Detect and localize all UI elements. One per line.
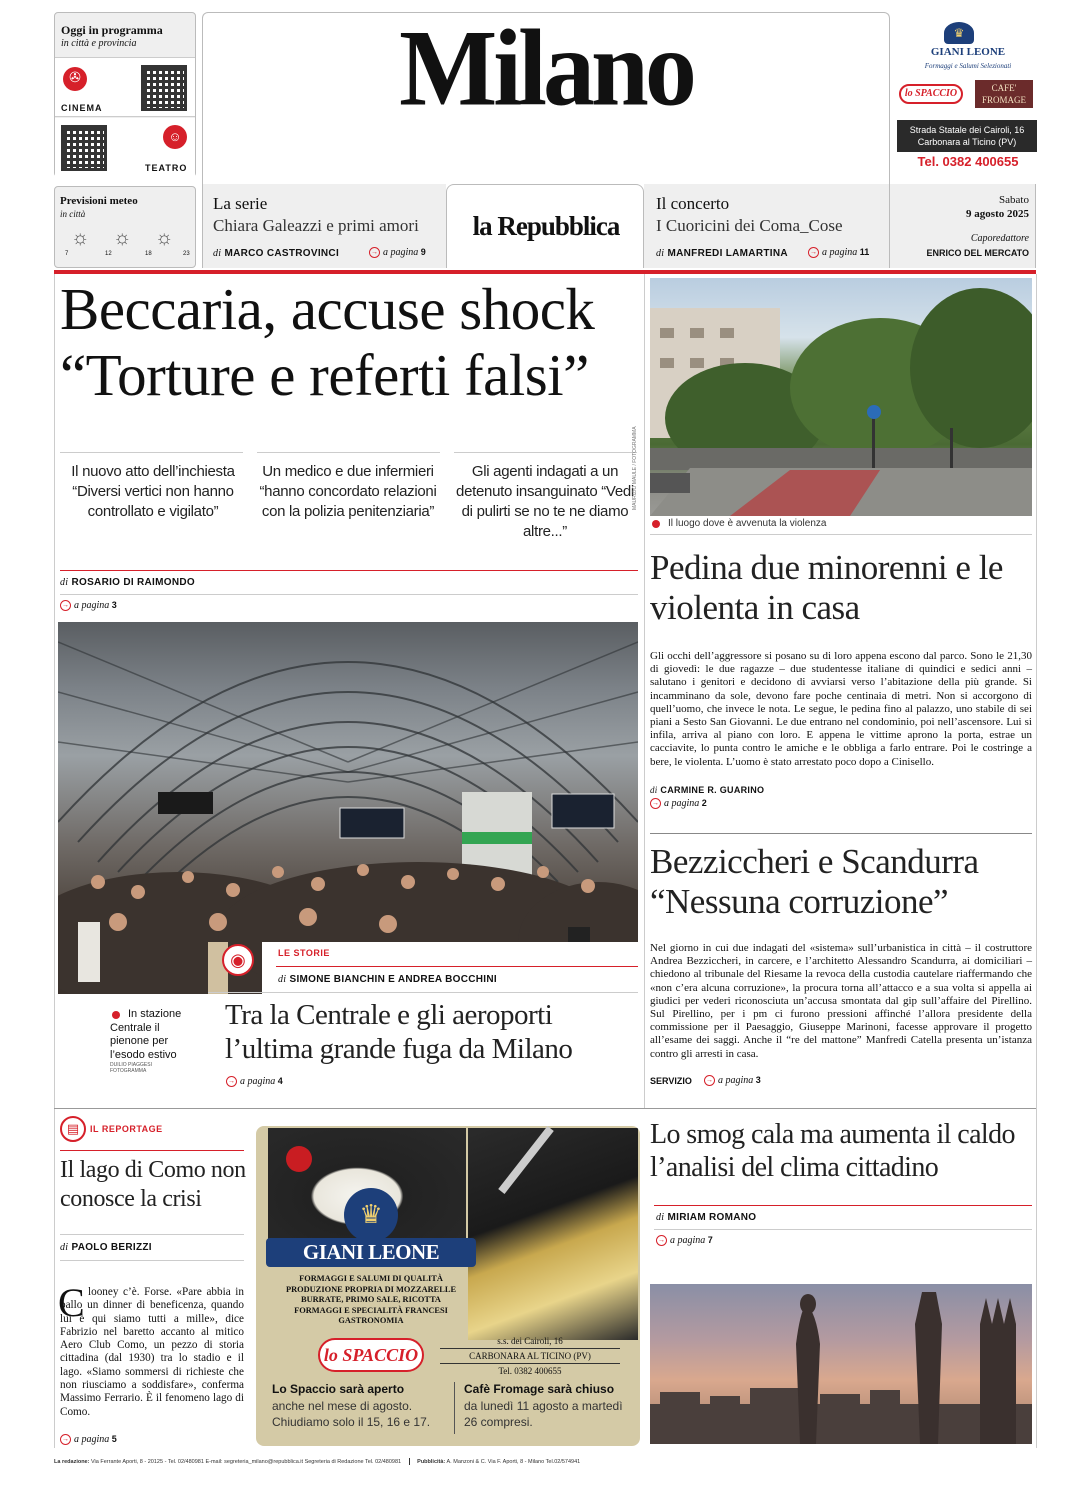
lead-deck-2: Un medico e due infermieri “hanno concordato relazioni con la polizia penitenziaria”: [259, 463, 437, 520]
station-byline: di SIMONE BIANCHIN E ANDREA BOCCHINI: [278, 974, 497, 985]
station-eye-icon: ◉: [222, 944, 254, 976]
editor-label: Caporedattore: [970, 233, 1029, 244]
weather-sun-icon-2: ☼: [113, 227, 132, 249]
ad-address-1: s.s. dei Cairoli, 16: [497, 1336, 563, 1346]
ad-right-title: Cafè Fromage sarà chiuso: [464, 1382, 615, 1396]
footer-redazione: Via Ferrante Aporti, 8 - 20125 - Tel. 02/480981 E-mail: segreteria_milano@repubblica.it Segreteria di Redazione Tel. 02/480981: [90, 1458, 402, 1465]
top-ad[interactable]: [895, 18, 1041, 176]
cafe-fromage-logo: CAFE' FROMAGE: [975, 80, 1033, 108]
lead-page-link[interactable]: → a pagina 3: [62, 600, 117, 611]
editor-name: ENRICO DEL MERCATO: [926, 248, 1029, 258]
weather-hour: 23: [183, 251, 190, 257]
violence-page-link[interactable]: → a pagina 2: [652, 798, 707, 809]
film-reel-icon: ✇: [63, 67, 87, 91]
violence-byline: di CARMINE R. GUARINO: [650, 785, 765, 795]
program-title: Oggi in programma: [61, 23, 163, 37]
ad-line: GASTRONOMIA: [338, 1316, 404, 1325]
reportage-page-link[interactable]: → a pagina 5: [62, 1434, 117, 1445]
station-credit: DUILIO PIAGGESI FOTOGRAMMA: [110, 1062, 152, 1074]
serie-title: Chiara Galeazzi e primi amori: [213, 216, 419, 235]
lead-deck-1: Il nuovo atto dell’inchiesta “Diversi vertici non hanno controllato e vigilato”: [71, 463, 235, 520]
concert-byline: di MANFREDI LAMARTINA: [656, 248, 788, 259]
cinema-label[interactable]: CINEMA: [61, 103, 103, 113]
serie-kicker: La serie: [213, 194, 268, 213]
lead-byline-rule: [60, 570, 638, 571]
ad-address: [897, 120, 1037, 152]
repubblica-tab: [446, 184, 644, 268]
program-subtitle: in città e provincia: [61, 38, 137, 49]
station-caption: In stazione Centrale il pienone per l’esodo estivo: [110, 1008, 182, 1061]
station-headline[interactable]: Tra la Centrale e gli aeroporti l’ultima grande fuga da Milano: [225, 999, 573, 1065]
repubblica-logo: la Repubblica: [472, 211, 620, 241]
ad-bottom-spaccio-logo: lo SPACCIO: [318, 1338, 424, 1372]
weather-subtitle: in città: [60, 209, 86, 219]
cinema-qr-code-icon[interactable]: [141, 65, 187, 111]
reportage-headline[interactable]: Il lago di Como non conosce la crisi: [60, 1157, 246, 1212]
station-roof-illustration: [58, 622, 638, 994]
ad-bottom-crest-icon: ♛: [344, 1188, 398, 1242]
ad-bottom-lines: [266, 1274, 476, 1327]
date-label: 9 agosto 2025: [966, 208, 1029, 220]
violence-photo-credit: MAURIZIO MAULE / FOTOGRAMMA: [632, 426, 638, 510]
program-box: [54, 12, 196, 177]
masthead-title: Milano: [399, 8, 693, 129]
ad-right-body: da lunedì 11 agosto a martedì 26 compresi.: [464, 1399, 623, 1429]
violence-street-illustration: [650, 278, 1032, 516]
footer-pubblicita: A. Manzoni & C. Via F. Aporti, 8 - Milano Tel.02/574941: [446, 1458, 581, 1465]
violence-headline[interactable]: Pedina due minorenni e le violenta in casa: [650, 548, 1003, 627]
date-box: [890, 184, 1036, 268]
strip-red-rule: [54, 270, 1036, 274]
ad-address-line2: Carbonara al Ticino (PV): [917, 137, 1017, 147]
weather-hour: 18: [145, 251, 152, 257]
corruption-headline-1[interactable]: Bezziccheri e Scandurra: [650, 842, 979, 881]
smog-headline[interactable]: Lo smog cala ma aumenta il caldo l’analisi del clima cittadino: [650, 1119, 1015, 1183]
weather-title: Previsioni meteo: [60, 195, 138, 207]
violence-body: Gli occhi dell’aggressore si posano su di loro appena escono dal parco. Sono le 21,30 di giovedì: le due ragazze – due studentesse italiane di quindici e sedici anni – salutano i genitori e decidono di avviarsi verso l’abitazione della più grande. Si incamminano da sole, devono fare poche centinaia di metri. Non si accorgono di quell’uomo, che invece le nota. Le segue, le pedina fino al palazzo, uno stabile di sei piani a Sesto San Giovanni. Le due entrano nel condominio, poi nell’ascensore. Lui si infila, arriva al piano con loro. E appena le vittime aprono la porta, estrae un cacciavite, lo punta contro le amiche e le obbliga a farlo entrare. Poi le costringe a bere, le violenta. L’uomo è stato arrestato poco dopo a Cinisello.: [650, 650, 1032, 768]
violence-caption-dot: [652, 520, 660, 528]
ad-tagline: Formaggi e Salumi Selezionati: [924, 62, 1012, 70]
ad-line: FORMAGGI E SPECIALITÀ FRANCESI: [294, 1305, 448, 1315]
station-page-link[interactable]: → a pagina 4: [228, 1076, 283, 1087]
corruption-page-link[interactable]: → a pagina 3: [706, 1075, 761, 1086]
ad-address-line1: Strada Statale dei Cairoli, 16: [909, 125, 1025, 135]
footer-pubblicita-label: Pubblicità:: [417, 1458, 446, 1465]
ad-left-title: Lo Spaccio sarà aperto: [272, 1382, 405, 1396]
duomo-skyline-illustration: [650, 1284, 1032, 1444]
station-kicker: LE STORIE: [278, 948, 330, 958]
smog-page-link[interactable]: → a pagina 7: [658, 1235, 713, 1246]
lead-headline-1[interactable]: Beccaria, accuse shock: [60, 276, 595, 342]
weather-sun-icon-3: ☼: [155, 227, 174, 249]
ad-line: BURRATE, PRIMO SALE, RICOTTA: [301, 1295, 441, 1304]
ad-left-body: anche nel mese di agosto. Chiudiamo solo il 15, 16 e 17.: [272, 1399, 431, 1429]
ad-line: FORMAGGI E SALUMI DI QUALITÀ: [299, 1274, 443, 1283]
reportage-dropcap: C: [58, 1280, 85, 1325]
lo-spaccio-logo: lo SPACCIO: [899, 84, 963, 104]
weather-box: [54, 186, 196, 268]
serie-byline: di MARCO CASTROVINCI: [213, 248, 340, 259]
corruption-servizio: SERVIZIO: [650, 1076, 692, 1086]
weather-hour: 12: [105, 251, 112, 257]
concert-kicker: Il concerto: [656, 194, 730, 213]
ad-address-2: CARBONARA AL TICINO (PV): [440, 1348, 620, 1364]
duomo-photo: [650, 1284, 1032, 1444]
weather-hour: 7: [65, 251, 69, 257]
serie-page-link[interactable]: → a pagina 9: [371, 247, 426, 258]
giani-leone-logo: ♛: [944, 22, 974, 44]
station-photo: [58, 622, 638, 994]
teatro-qr-code-icon[interactable]: [61, 125, 107, 171]
tomato-illustration: [286, 1146, 312, 1172]
ad-line: PRODUZIONE PROPRIA DI MOZZARELLE: [285, 1284, 457, 1294]
theater-mask-icon: ☺: [163, 125, 187, 149]
footer-redazione-label: La redazione:: [54, 1458, 90, 1465]
ad-phone: Tel. 0382 400655: [917, 154, 1019, 169]
weather-sun-icon-1: ☼: [71, 227, 90, 249]
ad-brand: GIANI LEONE: [930, 46, 1006, 58]
ad-bottom-address: [440, 1334, 620, 1378]
reportage-byline: di PAOLO BERIZZI: [60, 1242, 152, 1253]
cheese-photo: [468, 1128, 638, 1340]
strip-concert[interactable]: [644, 184, 890, 268]
lower-section-rule: [54, 1108, 1036, 1109]
reportage-kicker: IL REPORTAGE: [90, 1124, 163, 1134]
corruption-headline-2[interactable]: “Nessuna corruzione”: [650, 882, 949, 921]
corruption-body: Nel giorno in cui due indagati del «sistema» sull’urbanistica in città – il costruttore Andrea Bezziccheri, in carcere, e l’architetto Alessandro Scandurra, ai domiciliari – chiedono al tribunale del Riesame la revoca della custodia cautelare riaffermando che «non c’era alcuna corruzione», la procura torna all’attacco e a sua volta si appella ai giudici per vederi riconosciuta un’accusa smontata dal gip sull’affaire del Pirellino. Sul Pirellino, per i pm ci furono pressioni affinché l’allora presidente della commissione per il Paesaggio, Giuseppe Marinoni, facesse approvare il progetto all’esame dei saggi. Anche il “re del mattone” Manfredi Catella presenta un’istanza contro gli arresti in casa.: [650, 942, 1032, 1060]
reportage-newspaper-icon: ▤: [60, 1116, 86, 1142]
day-label: Sabato: [999, 194, 1029, 206]
strip-serie[interactable]: [202, 184, 446, 268]
concert-page-link[interactable]: → a pagina 11: [810, 247, 870, 258]
bottom-ad[interactable]: [256, 1126, 640, 1446]
lead-byline: di ROSARIO DI RAIMONDO: [60, 577, 195, 588]
concert-title: I Cuoricini dei Coma_Cose: [656, 216, 843, 235]
footer: [54, 1458, 1036, 1465]
violence-caption: Il luogo dove è avvenuta la violenza: [668, 518, 827, 529]
violence-photo: [650, 278, 1032, 516]
lead-headline-2[interactable]: “Torture e referti falsi”: [60, 342, 589, 408]
reportage-body: looney c’è. Forse. «Pare abbia in ballo un dinner di beneficenza, quando lui è qui siamo tutti a mille», dice Fabrizio nel baretto accanto al mitico Aero Club Como, un pezzo di storia cittadina (dal 1930) tra lo stadio e il lago. «Siamo sommersi di richieste che non riusciamo a soddisfare», conferma Massimo Ferrario. È il fenomeno lago di Como.: [60, 1286, 244, 1418]
smog-byline: di MIRIAM ROMANO: [656, 1212, 757, 1223]
teatro-label[interactable]: TEATRO: [145, 163, 188, 173]
lead-deck-3: Gli agenti indagati a un detenuto insanguinato “Vedi di pulirti se no te ne diamo altre...”: [456, 463, 634, 540]
ad-bottom-brand: GIANI LEONE: [266, 1238, 476, 1267]
ad-phone: Tel. 0382 400655: [498, 1366, 562, 1376]
